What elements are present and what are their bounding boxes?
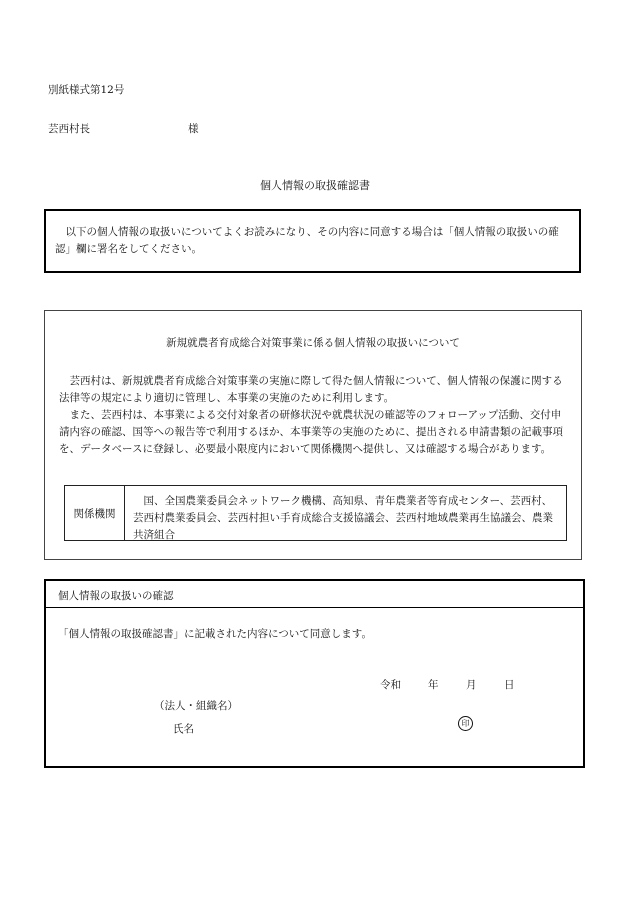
form-number: 別紙様式第12号 [48, 84, 125, 96]
addressee-name: 芸西村長 [48, 123, 90, 135]
notice-text: 以下の個人情報の取扱いについてよくお読みになり、その内容に同意する場合は「個人情報の取扱いの確認」欄に署名をしてください。 [55, 226, 559, 255]
date-era: 令和 [380, 679, 401, 691]
date-month-field[interactable]: 月 [466, 679, 477, 691]
handling-title: 新規就農者育成総合対策事業に係る個人情報の取扱いについて [166, 337, 460, 349]
related-organizations-label: 関係機関 [65, 486, 125, 540]
seal-icon: 印 [458, 716, 473, 731]
confirmation-header [46, 581, 583, 608]
agreement-statement: 「個人情報の取扱確認書」に記載された内容について同意します。 [58, 628, 372, 640]
addressee-honorific: 様 [188, 123, 199, 135]
handling-box [44, 310, 582, 560]
related-organizations-table [64, 485, 567, 541]
date-day-field[interactable]: 日 [504, 679, 515, 691]
confirmation-box [44, 579, 585, 768]
organization-name-field[interactable]: （法人・組織名） [154, 700, 238, 712]
handling-paragraph: また、芸西村は、本事業による交付対象者の研修状況や就農状況の確認等のフォローアップ活動、交付申請内容の確認、国等への報告等で利用するほか、本事業等の実施のために、提出される申請書類の記載事項を、データベースに登録し、必要最小限度内において関係機関へ提供し、又は確認する場合があります。 [59, 409, 563, 455]
handling-body [59, 373, 571, 458]
document-title: 個人情報の取扱確認書 [260, 179, 370, 192]
addressee [48, 121, 199, 136]
date-year-field[interactable]: 年 [428, 679, 439, 691]
confirmation-heading: 個人情報の取扱いの確認 [58, 590, 174, 602]
related-organizations-list: 国、全国農業委員会ネットワーク機構、高知県、青年農業者等育成センター、芸西村、芸西村農業委員会、芸西村担い手育成総合支援協議会、芸西村地域農業再生協議会、農業共済組合 [133, 495, 553, 541]
handling-paragraph: 芸西村は、新規就農者育成総合対策事業の実施に際して得た個人情報について、個人情報の保護に関する法律等の規定により適切に管理し、本事業の実施のために利用します。 [59, 375, 563, 404]
signature-name-field[interactable]: 氏名 [173, 723, 194, 735]
notice-box [44, 209, 581, 273]
